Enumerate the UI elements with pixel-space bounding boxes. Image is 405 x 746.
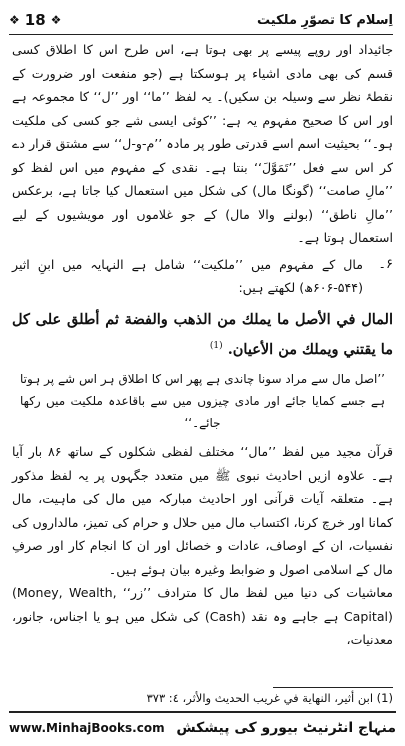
item-text: مال کے مفہوم میں ’’ملکیت‘‘ شامل ہے النہایہ میں ابنِ اثیر (۵۴۴-۶۰۶ھ) لکھتے ہیں: — [12, 256, 363, 295]
item-number: ۶۔ — [378, 256, 393, 272]
para3-mid: ہے جاہے وہ نقد — [251, 608, 339, 624]
footnote: (1) ابن أثير، النهاية في غريب الحديث والأثر، ٤: ٣٧٣ — [146, 691, 393, 705]
ornament-icon: ❖ — [9, 13, 20, 27]
ornament-icon: ❖ — [50, 13, 62, 27]
arabic-quotation — [12, 306, 393, 363]
page-number: 18 — [24, 11, 46, 29]
paragraph-2: قرآن مجید میں لفظ ’’مال‘‘ مختلف لفظی شکلوں کے ساتھ ۸۶ بار آیا ہے۔ علاوہ ازیں احادیث نبوی ﷺ میں متعدد جگہوں پر یہ لفظ مذکور ہے۔ متعلقہ آیات قرآنی اور احادیث مبارکہ میں مال کی ماہیت، مال کمانا اور خرچ کرنا، اکتساب مال میں حلال و حرام کی تمیز، مالداروں کی نفسیات، ان کے اوصاف، عادات و خصائل اور ان کا انجام کار اور صرفِ مال کے اسلامی اصول و ضوابط وغیرہ بیان ہوئے ہیں۔ — [12, 444, 393, 577]
website-link[interactable]: www.MinhajBooks.com — [9, 720, 165, 735]
footnote-divider — [273, 687, 393, 688]
urdu-translation-quote: ’’اصل مال سے مراد سونا چاندی ہے پھر اس کا اطلاق ہر اس شے پر ہوتا ہے جسے کمایا جائے اور مادی چیزوں میں سے باقاعدہ ملکیت میں رکھا جائے۔‘‘ — [20, 372, 385, 431]
footnote-reference[interactable]: (1) — [209, 340, 223, 351]
running-title: اِسلام کا تصوّرِ ملکیت — [257, 12, 393, 28]
cash-term: (Cash) — [204, 608, 246, 624]
paragraph-1: جائیداد اور روپے پیسے پر بھی ہوتا ہے، اس طرح اس کا اطلاق کسی قسم کی بھی مادی اشیاء پر ہوسکتا ہے (جو منفعت اور ضرورت کے نقطۂ نظر سے وسیلہ بن سکیں)۔ یہ لفظ ’’ما‘‘ اور ’’ل‘‘ کا مجموعہ ہے اور اس کا صحیح مفہوم یہ ہے: ’’کوئی ایسی شے جو کسی کی ملکیت ہو۔‘‘ بحیثیت اسم اسے قدرتی طور پر مادہ ’’م-و-ل‘‘ سے مشتق قرار دے کر اس سے فعل ’’تَمَوَّلَ‘‘ بنتا ہے۔ نقدی کے مفہوم میں اس لفظ کو ’’مالِ صامت‘‘ (گونگا مال) کی شکل میں استعمال کیا جاتا ہے، برعکس ’’مالِ ناطق‘‘ (بولنے والا مال) کے جو غلاموں اور مویشیوں کے لیے استعمال ہوتا ہے۔ — [12, 42, 393, 245]
page-number-block — [9, 11, 61, 29]
numbered-item-6 — [12, 253, 393, 300]
arabic-quote-text: المال في الأصل ما يملك من الذهب والفضة ثم أطلق على كل ما يقتني ويملك من الأعيان. — [12, 310, 393, 358]
paragraph-3 — [12, 581, 393, 652]
page-header — [9, 6, 393, 35]
page-footer — [9, 711, 396, 742]
para3-start: معاشیات کی دنیا میں لفظ مال کا مترادف ’’زر‘‘ — [122, 585, 393, 601]
english-terms: (Money, Wealth, Capital) — [12, 585, 393, 624]
para3-end: کی شکل میں ہو یا اجناس، جانور، معدنیات، — [12, 608, 393, 648]
publisher-credit: منہاج انٹرنیٹ بیورو کی پیشکش — [176, 719, 396, 736]
page-body — [12, 38, 393, 652]
